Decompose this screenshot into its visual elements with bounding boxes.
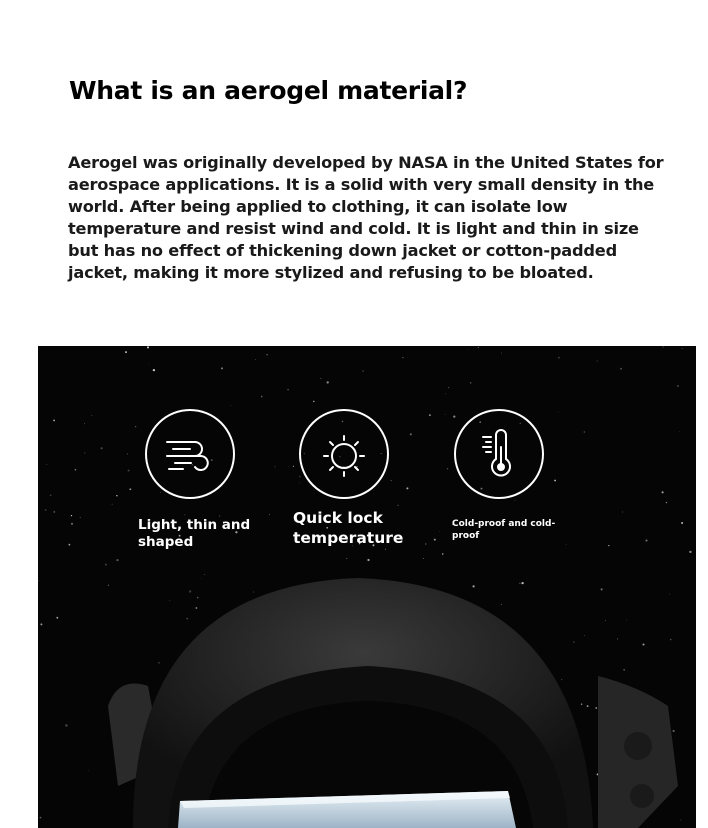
intro-paragraph: Aerogel was originally developed by NASA in the United States for aerospace applications. It is a solid with very small density in the world. After being applied to clothing, it can isolate low temperature and resist wind and cold. It is light and thin in size but has no effect of thickening down jacket or cotton-padded jacket, making it more stylized and refusing to be bloated. (68, 153, 664, 282)
feature-label-cold: Cold-proof and cold-proof (452, 519, 556, 541)
astronaut-helmet-image (38, 346, 696, 828)
page-heading: What is an aerogel material? (69, 76, 468, 105)
feature-label-light: Light, thin and shaped (138, 517, 251, 550)
feature-panel (38, 346, 696, 828)
feature-label-temperature: Quick lock temperature (293, 509, 404, 547)
